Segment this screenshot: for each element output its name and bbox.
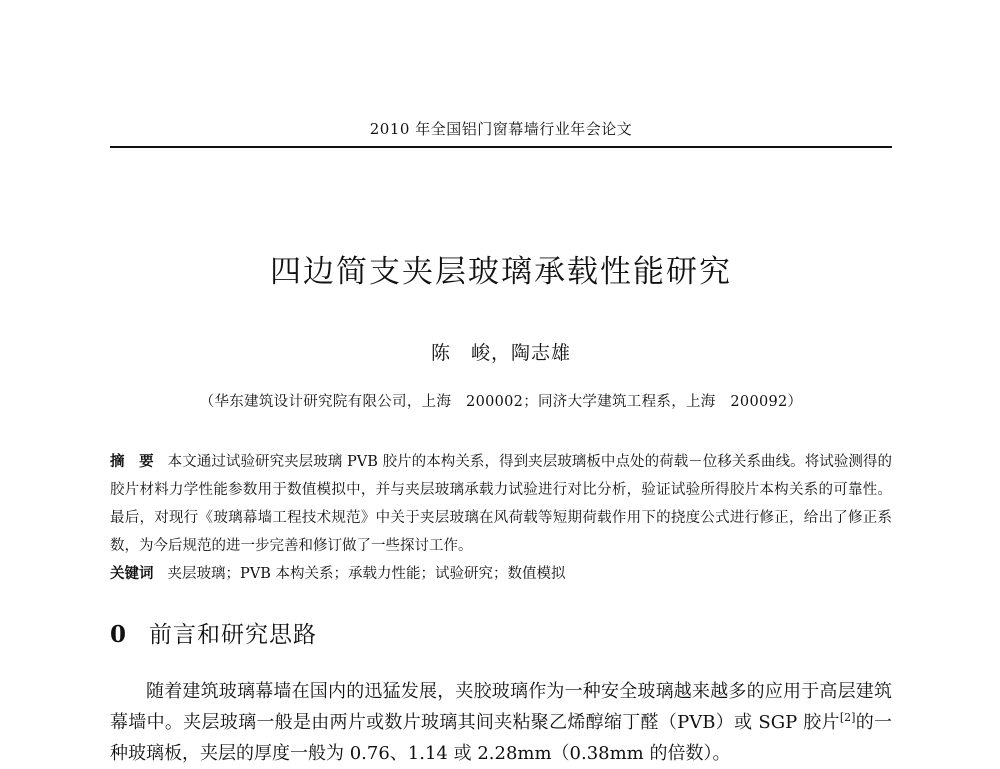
body-text-start: 随着建筑玻璃幕墙在国内的迅猛发展，夹胶玻璃作为一种安全玻璃越来越多的应用于高层建筑幕墙中。夹层玻璃一般是由两片或数片玻璃其间夹粘聚乙烯醇缩丁醛（PVB）或 SGP 胶片 [110,681,892,733]
citation-ref: [2] [839,711,856,724]
abstract-label: 摘 要 [110,454,154,470]
abstract [110,448,892,560]
abstract-text: 本文通过试验研究夹层玻璃 PVB 胶片的本构关系，得到夹层玻璃板中点处的荷载－位移关系曲线。将试验测得的胶片材料力学性能参数用于数值模拟中，并与夹层玻璃承载力试验进行对比分析，验证试验所得胶片本构关系的可靠性。最后，对现行《玻璃幕墙工程技术规范》中关于夹层玻璃在风荷载等短期荷载作用下的挠度公式进行修正，给出了修正系数，为今后规范的进一步完善和修订做了一些探讨工作。 [110,454,892,554]
affiliation: （华东建筑设计研究院有限公司，上海 200002；同济大学建筑工程系，上海 200092） [199,394,803,410]
authors: 陈 峻，陶志雄 [430,342,571,364]
keywords-label: 关键词 [110,566,154,582]
keywords-text: 夹层玻璃；PVB 本构关系；承载力性能；试验研究；数值模拟 [167,566,566,582]
body-paragraph [110,676,892,769]
running-header: 2010 年全国铝门窗幕墙行业年会论文 [369,120,633,138]
keywords [110,560,892,588]
body-text-end: 的一种玻璃板，夹层的厚度一般为 0.76、1.14 或 2.28mm（0.38mm 的倍数）。 [110,712,892,764]
section-number: 0 [110,621,128,648]
section-heading [110,616,892,649]
section-title: 前言和研究思路 [149,622,318,648]
header-rule [110,146,892,148]
paper-title: 四边简支夹层玻璃承载性能研究 [270,254,732,290]
